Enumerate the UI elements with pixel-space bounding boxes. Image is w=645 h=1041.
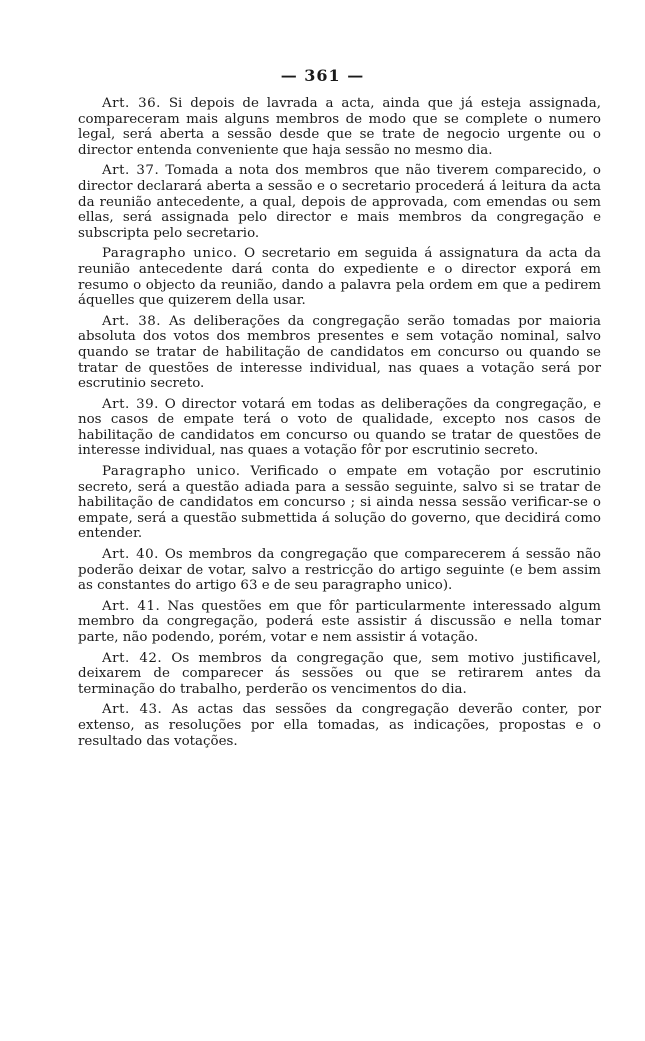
article-text: As actas das sessões da congregação deverão conter, por extenso, as resoluções por ella tomadas, as indicações, propostas e o resultado das votações. (78, 702, 601, 749)
article-text: Si depois de lavrada a acta, ainda que já esteja assignada, compareceram mais alguns membros de modo que se complete o numero legal, será aberta a sessão desde que se trate de negocio urgente ou o director entenda conveniente que haja sessão no mesmo dia. (78, 96, 601, 158)
body-text (78, 96, 601, 754)
article-39 (78, 397, 601, 459)
article-39-sole-paragraph (78, 464, 601, 542)
article-text: As deliberações da congregação serão tomadas por maioria absoluta dos votos dos membros presentes e sem votação nominal, salvo quando se tratar de habilitação de candidatos em concurso ou quando se tratar de questões de interesse individual, nas quaes a votação será por escrutinio secreto. (78, 313, 602, 392)
article-42 (78, 651, 601, 698)
article-heading: Art. 43. (102, 702, 163, 718)
article-text: Nas questões em que fôr particularmente interessado algum membro da congregação, poderá este assistir á discussão e nella tomar parte, não podendo, porém, votar e nem assistir á votação. (78, 598, 601, 645)
article-text: Verificado o empate em votação por escrutinio secreto, será a questão adiada para a sessão seguinte, salvo si se tratar de habilitação de candidatos em concurso ; si ainda nessa sessão verificar-se o empate, será a questão submettida á solução do governo, que decidirá como entender. (78, 464, 601, 542)
article-text: Os membros da congregação que comparecerem á sessão não poderão deixar de votar, salvo a restricção do artigo seguinte (e bem assim as constantes do artigo 63 e de seu paragrapho unico). (78, 547, 601, 594)
article-40 (78, 547, 601, 594)
article-38 (78, 314, 601, 392)
article-heading: Art. 42. (102, 650, 163, 666)
article-heading: Art. 36. (102, 96, 161, 111)
article-37-sole-paragraph (78, 246, 601, 308)
article-heading: Art. 40. (102, 547, 159, 563)
article-text: Os membros da congregação que, sem motivo justificavel, deixarem de comparecer ás sessões ou que se retirarem antes da terminação do trabalho, perderão os vencimentos do dia. (78, 650, 601, 697)
article-heading: Art. 41. (102, 598, 161, 614)
article-37 (78, 163, 601, 241)
article-41 (78, 599, 601, 646)
article-36 (78, 96, 601, 158)
page-number: — 361 — (280, 66, 365, 85)
article-heading: Art. 39. (102, 396, 159, 412)
article-heading: Paragrapho unico. (102, 464, 241, 480)
article-text: Tomada a nota dos membros que não tiverem comparecido, o director declarará aberta a sessão e o secretario procederá á leitura da acta da reunião antecedente, a qual, depois de approvada, com emendas ou sem ellas, será assignada pelo director e mais membros da congregação e subscripta pelo secretario. (78, 163, 601, 241)
article-heading: Art. 38. (102, 313, 161, 329)
article-text: O director votará em todas as deliberações da congregação, e nos casos de empate terá o voto de qualidade, excepto nos casos de habilitação de candidatos em concurso ou quando se tratar de questões de interesse individual, nas quaes a votação fôr por escrutinio secreto. (78, 396, 601, 459)
article-heading: Paragrapho unico. (102, 246, 238, 262)
article-text: O secretario em seguida á assignatura da acta da reunião antecedente dará conta do expediente e o director exporá em resumo o objecto da reunião, dando a palavra pela ordem em que a pedirem áquelles que quizerem della usar. (78, 246, 601, 309)
article-heading: Art. 37. (102, 163, 160, 179)
article-43 (78, 702, 601, 749)
